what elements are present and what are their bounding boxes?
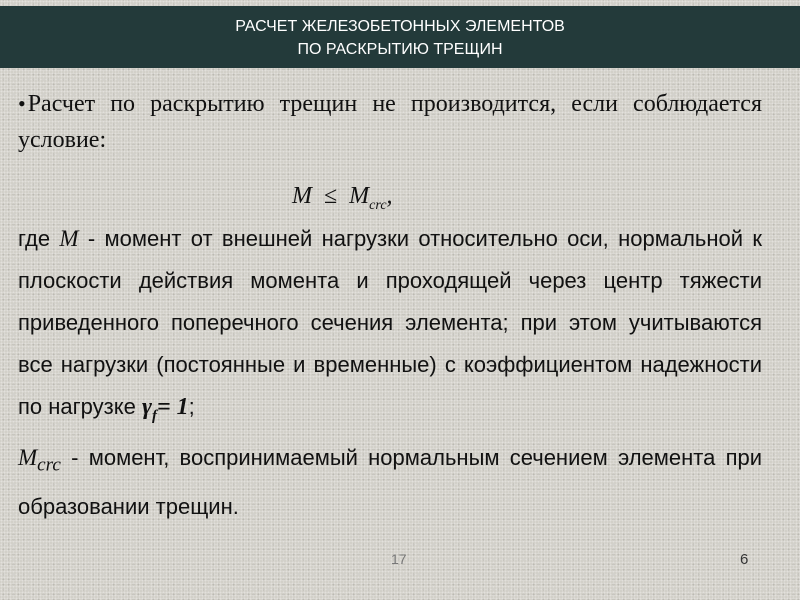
desc-prefix: где [18, 226, 51, 251]
desc-symbol: M [59, 226, 79, 251]
moment-description [18, 218, 762, 437]
faded-page-number: 17 [391, 551, 407, 567]
slide-number: 6 [740, 551, 749, 568]
gamma-coefficient [141, 394, 189, 424]
bullet-paragraph [18, 86, 762, 158]
slide-body [18, 86, 762, 528]
mcrc-symbol-sub: crc [37, 454, 61, 476]
formula-rhs: M [349, 183, 370, 209]
mcrc-text: - момент, воспринимаемый нормальным сечением элемента при образовании трещин. [18, 444, 762, 520]
bullet-marker: • [18, 91, 26, 116]
desc-text: - момент от внешней нагрузки относительно оси, нормальной к плоскости действия момента и проходящей через центр тяжести приведенного поперечного сечения элемента; при этом учитываются все нагрузки (постоянные и временные) с коэффициентом надежности по нагрузке [18, 226, 762, 419]
formula-rhs-sub: crc [369, 197, 387, 213]
slide-title-line-1: РАСЧЕТ ЖЕЛЕЗОБЕТОННЫХ ЭЛЕМЕНТОВ [235, 18, 565, 35]
mcrc-description [18, 437, 762, 529]
formula-operator: ≤ [324, 183, 338, 209]
formula-lhs: M [292, 183, 312, 209]
gamma-sub: f [151, 407, 157, 424]
mcrc-symbol-letter: M [18, 444, 38, 470]
mcrc-symbol [18, 444, 61, 476]
formula-tail: , [386, 183, 393, 209]
slide-title-line-2: ПО РАСКРЫТИЮ ТРЕЩИН [297, 41, 503, 58]
gamma-symbol: γ [141, 394, 152, 420]
slide-title-bar [0, 6, 800, 68]
condition-formula [292, 174, 762, 218]
gamma-value: = 1 [156, 394, 189, 420]
bullet-text: Расчет по раскрытию трещин не производится, если соблюдается условие: [18, 91, 762, 153]
desc-end: ; [188, 394, 195, 419]
